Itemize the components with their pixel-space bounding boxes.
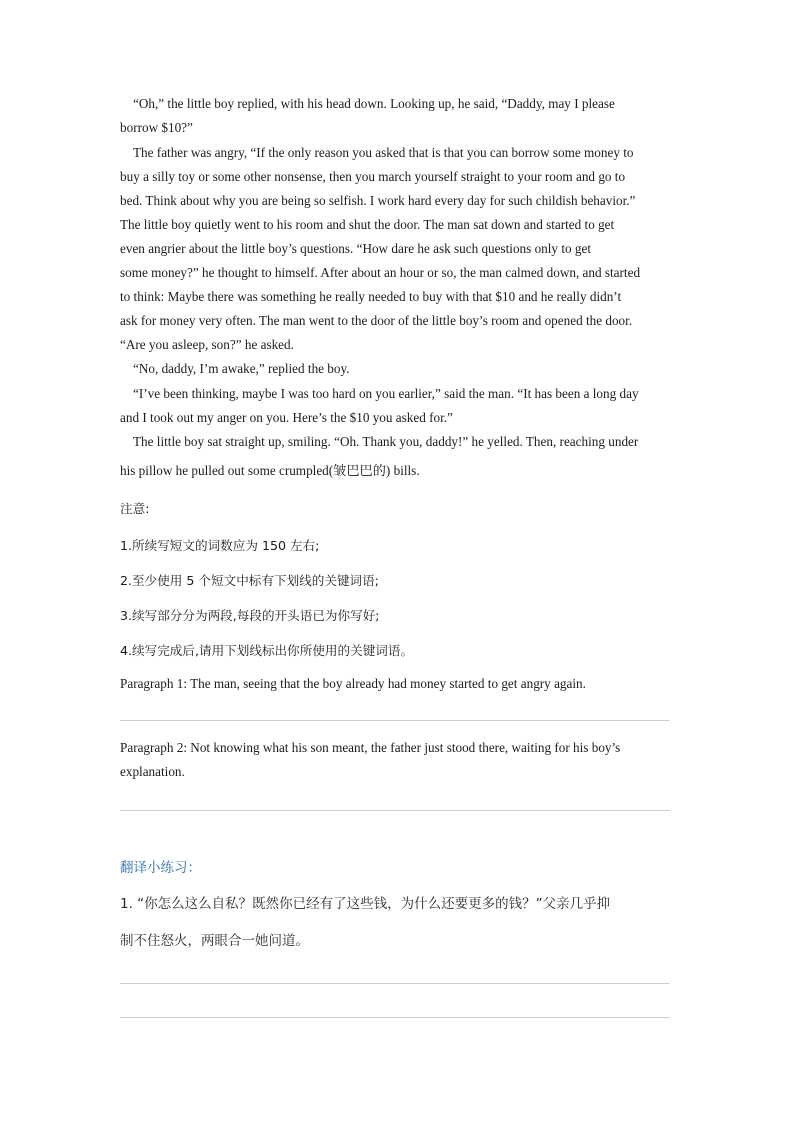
writing-line	[120, 1017, 670, 1018]
story-line: The little boy quietly went to his room and shut the door. The man sat down and started to get	[120, 217, 615, 232]
story-line: to think: Maybe there was something he really needed to buy with that $10 and he really didn’t	[120, 289, 622, 304]
translation-heading: 翻译小练习：	[120, 860, 201, 876]
story-line: some money?” he thought to himself. After about an hour or so, the man calmed down, and started	[120, 265, 641, 280]
story-line: buy a silly toy or some other nonsense, then you march yourself straight to your room and go to	[120, 169, 626, 184]
writing-line	[120, 983, 670, 984]
story-line: ask for money very often. The man went to the door of the little boy’s room and opened the door.	[120, 313, 633, 328]
note-item: 3.续写部分分为两段,每段的开头语已为你写好;	[120, 608, 380, 623]
paragraph-1-prompt: Paragraph 1: The man, seeing that the boy already had money started to get angry again.	[120, 676, 586, 691]
story-line: borrow $10?”	[120, 120, 193, 135]
story-line: “Are you asleep, son?” he asked.	[120, 337, 294, 352]
story-line: his pillow he pulled out some crumpled(皱巴巴的) bills.	[120, 463, 420, 478]
story-line: bed. Think about why you are being so selfish. I work hard every day for such childish behavior.”	[120, 193, 636, 208]
story-line: The father was angry, “If the only reason you asked that is that you can borrow some money to	[133, 145, 634, 160]
paragraph-2-prompt-continued: explanation.	[120, 764, 185, 779]
story-line: “I’ve been thinking, maybe I was too hard on you earlier,” said the man. “It has been a long day	[133, 386, 639, 401]
note-item: 2.至少使用 5 个短文中标有下划线的关键词语;	[120, 573, 379, 588]
story-line: even angrier about the little boy’s questions. “How dare he ask such questions only to get	[120, 241, 591, 256]
story-line: “No, daddy, I’m awake,” replied the boy.	[133, 361, 350, 376]
story-line: “Oh,” the little boy replied, with his head down. Looking up, he said, “Daddy, may I please	[133, 96, 615, 111]
notes-heading: 注意:	[120, 501, 150, 516]
paragraph-2-prompt: Paragraph 2: Not knowing what his son meant, the father just stood there, waiting for his boy’s	[120, 740, 621, 755]
note-item: 4.续写完成后,请用下划线标出你所使用的关键词语。	[120, 643, 414, 658]
translation-item-line: 制不住怒火，两眼合一她问道。	[120, 933, 309, 949]
translation-item-line: 1. “你怎么这么自私？既然你已经有了这些钱，为什么还要更多的钱？”父亲几乎抑	[120, 896, 611, 912]
story-line: and I took out my anger on you. Here’s the $10 you asked for.”	[120, 410, 453, 425]
note-item: 1.所续写短文的词数应为 150 左右;	[120, 538, 320, 553]
writing-line	[120, 810, 670, 811]
story-line: The little boy sat straight up, smiling. “Oh. Thank you, daddy!” he yelled. Then, reaching under	[133, 434, 639, 449]
writing-line	[120, 720, 670, 721]
